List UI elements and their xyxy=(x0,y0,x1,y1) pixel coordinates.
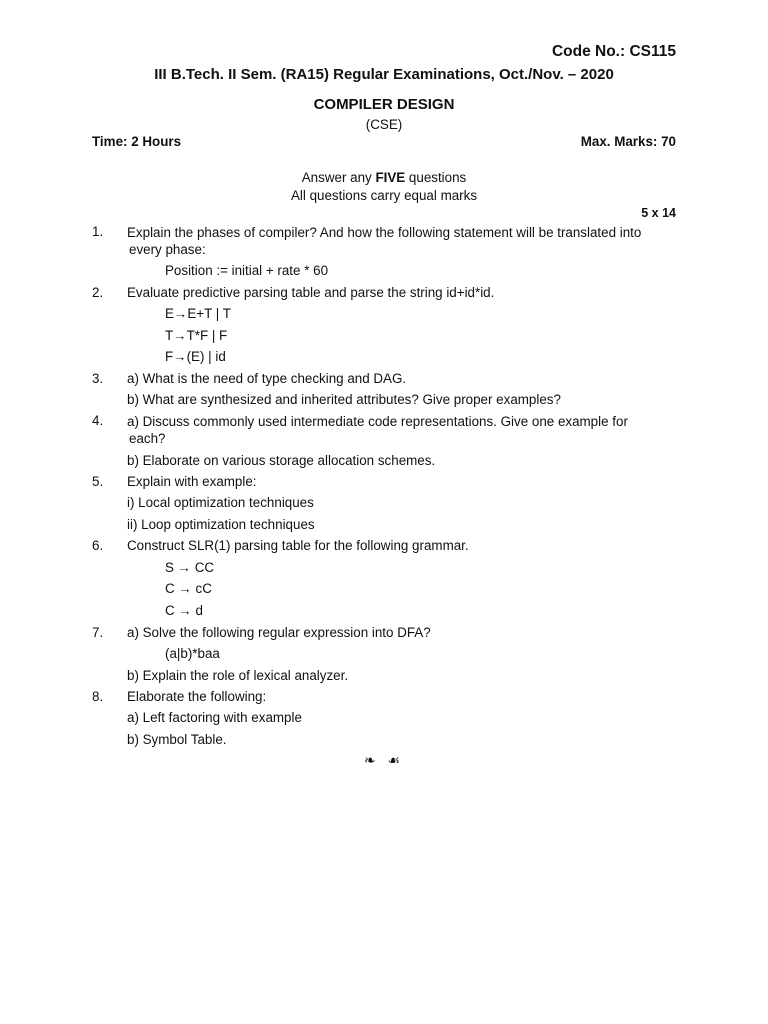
question-number: 1. xyxy=(92,224,104,239)
max-marks-label: Max. Marks: 70 xyxy=(580,134,676,149)
question-part-a: a) Solve the following regular expression into DFA? xyxy=(127,625,431,640)
grammar-rule: F→(E) | id xyxy=(165,349,226,364)
marks-scheme: 5 x 14 xyxy=(641,206,676,220)
grammar-rule: C → d xyxy=(165,603,203,618)
question-text: Construct SLR(1) parsing table for the following grammar. xyxy=(127,538,469,553)
regular-expression: (a|b)*baa xyxy=(165,646,220,661)
question-number: 8. xyxy=(92,689,104,704)
question-part-a-continued: each? xyxy=(129,431,166,446)
question-number: 4. xyxy=(92,413,104,428)
code-number: Code No.: CS115 xyxy=(551,43,676,60)
question-part-b: b) Explain the role of lexical analyzer. xyxy=(127,668,349,683)
question-text-continued: every phase: xyxy=(129,242,206,257)
instruction-line-1: Answer any FIVE questions xyxy=(301,170,467,185)
question-number: 2. xyxy=(92,285,104,300)
question-part-a: a) Discuss commonly used intermediate code representations. Give one example for xyxy=(127,414,628,429)
question-statement: Position := initial + rate * 60 xyxy=(165,263,329,278)
question-part-b: b) Elaborate on various storage allocation schemes. xyxy=(127,453,436,468)
question-number: 3. xyxy=(92,371,104,386)
grammar-rule: T→T*F | F xyxy=(165,328,228,343)
subject-title: COMPILER DESIGN xyxy=(313,96,455,113)
time-label: Time: 2 Hours xyxy=(92,134,182,149)
instruction-line-2: All questions carry equal marks xyxy=(290,188,478,203)
question-number: 6. xyxy=(92,538,104,553)
question-part-ii: ii) Loop optimization techniques xyxy=(127,517,315,532)
grammar-rule: E→E+T | T xyxy=(165,306,231,321)
question-part-i: i) Local optimization techniques xyxy=(127,495,314,510)
question-text: Elaborate the following: xyxy=(127,689,267,704)
question-number: 7. xyxy=(92,625,104,640)
question-number: 5. xyxy=(92,474,104,489)
grammar-rule: C → cC xyxy=(165,581,212,596)
question-text: Explain the phases of compiler? And how the following statement will be translated into xyxy=(127,225,642,240)
question-part-a: a) What is the need of type checking and DAG. xyxy=(127,371,407,386)
branch-label: (CSE) xyxy=(365,117,403,132)
question-part-b: b) What are synthesized and inherited attributes? Give proper examples? xyxy=(127,392,561,407)
question-text: Explain with example: xyxy=(127,474,257,489)
question-text: Evaluate predictive parsing table and parse the string id+id*id. xyxy=(127,285,495,300)
end-ornament: ❧ ☙ xyxy=(363,752,405,768)
exam-title: III B.Tech. II Sem. (RA15) Regular Examinations, Oct./Nov. – 2020 xyxy=(154,66,614,83)
question-part-a: a) Left factoring with example xyxy=(127,710,302,725)
question-part-b: b) Symbol Table. xyxy=(127,732,227,747)
grammar-rule: S → CC xyxy=(165,560,215,575)
